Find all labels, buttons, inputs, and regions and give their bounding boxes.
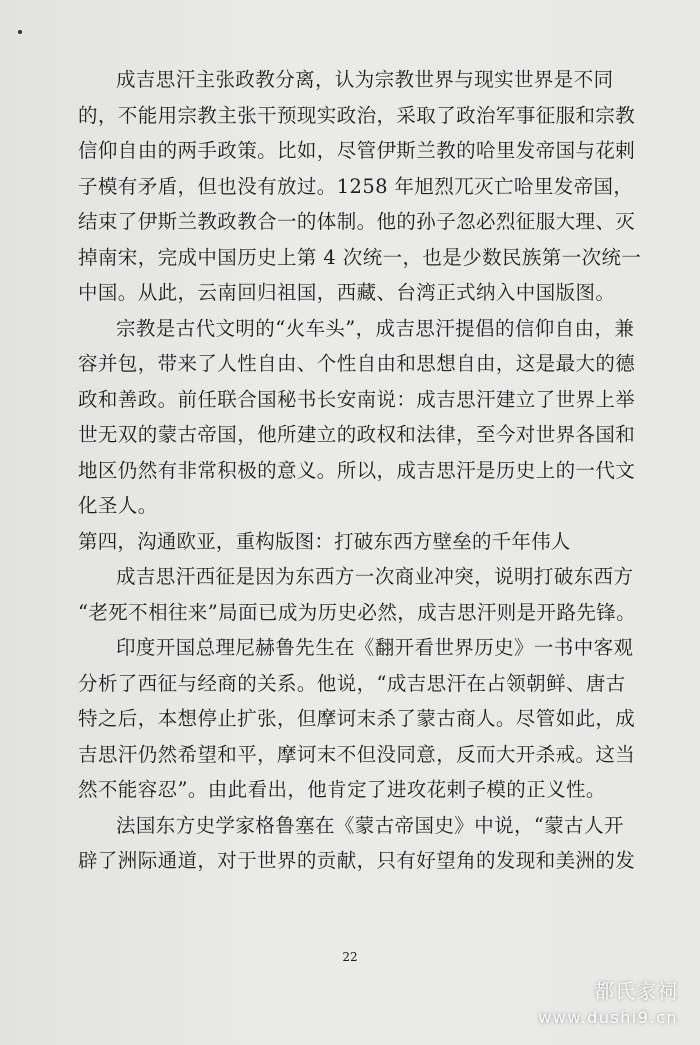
paragraph-line: 成吉思汗主张政教分离，认为宗教世界与现实世界是不同 [116, 68, 614, 91]
body-text [78, 62, 653, 879]
watermark-name: 都氏家祠 [594, 979, 678, 1003]
page-number: 22 [342, 950, 358, 964]
paragraph-line: 中国。从此，云南回归祖国，西藏、台湾正式纳入中国版图。 [78, 281, 616, 304]
paragraph-line: 吉思汗仍然希望和平，摩诃末不但没同意，反而大开杀戒。这当 [78, 742, 636, 766]
paragraph-line: 法国东方史学家格鲁塞在《蒙古帝国史》中说，“蒙古人开 [116, 813, 624, 837]
paragraph-line: 成吉思汗西征是因为东西方一次商业冲突，说明打破东西方 [116, 565, 634, 588]
paragraph-line: 容并包，带来了人性自由、个性自由和思想自由，这是最大的德 [78, 352, 636, 375]
paragraph-line: 结束了伊斯兰教政教合一的体制。他的孙子忽必烈征服大理、灭 [78, 210, 636, 233]
paragraph-line: 地区仍然有非常积极的意义。所以，成吉思汗是历史上的一代文 [78, 458, 636, 482]
scan-speck [18, 30, 22, 34]
paragraph-line: “老死不相往来”局面已成为历史必然，成吉思汗则是开路先锋。 [78, 600, 637, 624]
paragraph-line: 世无双的蒙古帝国，他所建立的政权和法律，至今对世界各国和 [78, 423, 636, 446]
paragraph-line: 化圣人。 [78, 494, 158, 517]
paragraph-line: 子模有矛盾，但也没有放过。1258 年旭烈兀灭亡哈里发帝国， [78, 174, 634, 198]
paragraph-line: 辟了洲际通道，对于世界的贡献，只有好望角的发现和美洲的发 [78, 849, 636, 872]
paragraph-line: 印度开国总理尼赫鲁先生在《翻开看世界历史》一书中客观 [116, 636, 634, 659]
paragraph-line: 特之后，本想停止扩张，但摩诃末杀了蒙古商人。尽管如此，成 [78, 707, 636, 730]
paragraph-line: 然不能容忍”。由此看出，他肯定了进攻花剌子模的正义性。 [78, 778, 606, 801]
paragraph-line: 宗教是古代文明的“火车头”，成吉思汗提倡的信仰自由，兼 [116, 316, 635, 340]
paragraph-line: 分析了西征与经商的关系。他说，“成吉思汗在占领朝鲜、唐古 [78, 671, 626, 695]
paragraph-line: 政和善政。前任联合国秘书长安南说：成吉思汗建立了世界上举 [78, 387, 636, 411]
paragraph-line: 掉南宋，完成中国历史上第 4 次统一，也是少数民族第一次统一 [78, 245, 642, 269]
paragraph-line: 信仰自由的两手政策。比如，尽管伊斯兰教的哈里发帝国与花剌 [78, 139, 636, 162]
watermark-url: www.dushi9.cn [538, 1008, 678, 1027]
section-heading: 第四，沟通欧亚，重构版图：打破东西方壁垒的千年伟人 [78, 529, 571, 553]
paragraph-line: 的，不能用宗教主张干预现实政治，采取了政治军事征服和宗教 [78, 103, 636, 127]
watermark [538, 975, 678, 1027]
